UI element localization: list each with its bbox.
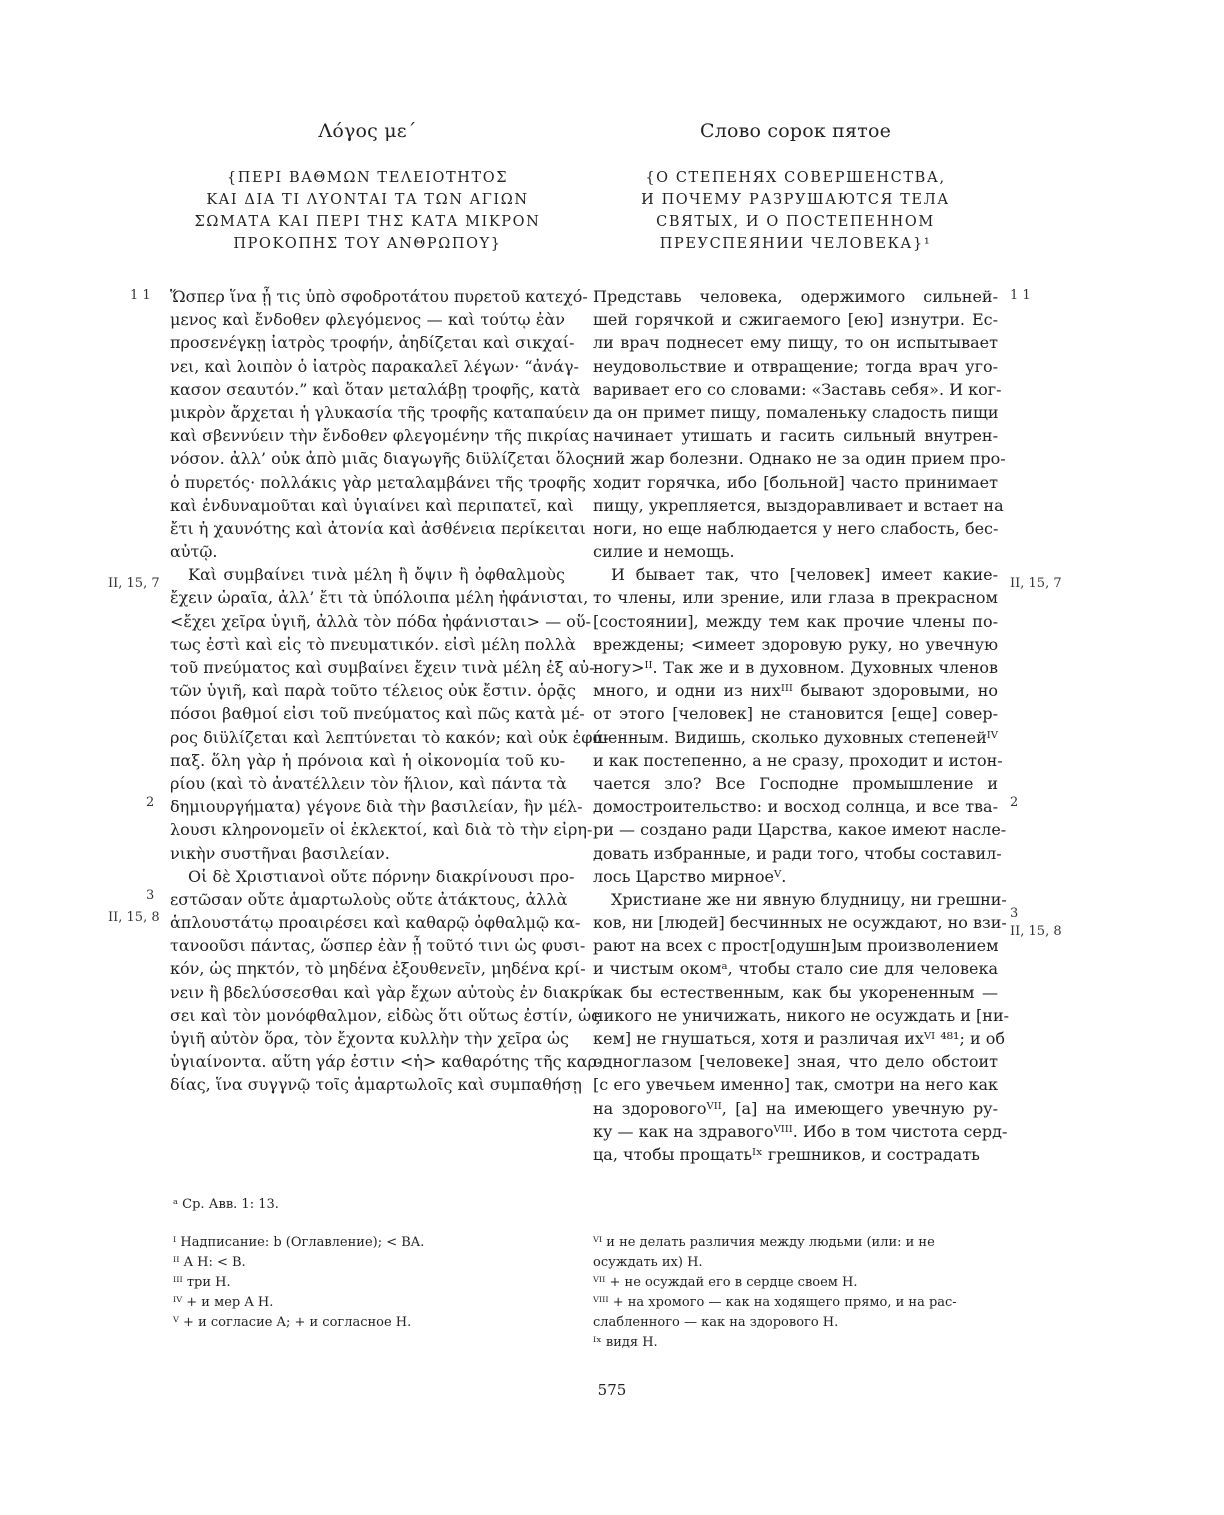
russian-text-line: довать избранные, и ради того, чтобы составил- — [593, 843, 1002, 863]
greek-text-line: <ἔχει χεῖρα ὑγιῆ, ἀλλὰ τὸν πόδα ἠφάνισται> — οὕ- — [170, 611, 591, 631]
greek-text-line: αὐτῷ. — [170, 542, 218, 562]
greek-text-line: νειν ἢ βδελύσσεσθαι καὶ γὰρ ἔχων αὐτοὺς ἐν διακρί- — [170, 982, 601, 1002]
russian-heading: Слово сорок пятое — [699, 120, 892, 142]
greek-subtitle-line: ΠΡΟΚΟΠΗΣ ΤΟΥ ΑΝΘΡΩΠΟΥ} — [233, 236, 502, 252]
russian-text-line: ходит горячка, ибо [больной] часто принимает — [593, 472, 998, 492]
apparatus-note: ᴵ Надписание: b (Оглавление); < BA. — [173, 1235, 425, 1250]
russian-section-marker: 1 1 — [1010, 288, 1031, 303]
russian-subtitle — [593, 167, 998, 255]
russian-margin-reference: II, 15, 8 — [1010, 924, 1062, 939]
russian-text-line: от этого [человек] не становится [еще] совер- — [593, 704, 998, 724]
russian-text-line: неудовольствие и отвращение; тогда врач уго- — [593, 356, 998, 376]
greek-text-line: ὑγιαίνοντα. αὕτη γάρ ἐστιν <ἡ> καθαρότης τῆς καρ- — [170, 1052, 603, 1072]
russian-text-line: да он примет пищу, помаленьку сладость пищи — [593, 402, 999, 422]
russian-text-line: как бы естественным, как бы укорененным — — [593, 982, 998, 1002]
greek-text — [170, 285, 609, 1097]
russian-text-line: лось Царство мирноеⱽ. — [593, 866, 787, 886]
russian-text-line: много, и одни из нихᴵᴵᴵ бывают здоровыми, но — [593, 681, 998, 701]
russian-subtitle-line: ПРЕУСПЕЯНИИ ЧЕЛОВЕКА}¹ — [659, 236, 932, 252]
page-number: 575 — [597, 1381, 627, 1399]
russian-margin-reference: II, 15, 7 — [1010, 576, 1062, 591]
russian-subtitle-line: {О СТЕПЕНЯХ СОВЕРШЕНСТВА, — [645, 170, 946, 186]
apparatus-note: ᴵᴵᴵ три H. — [173, 1275, 231, 1290]
apparatus-note: слабленного — как на здорового H. — [593, 1315, 839, 1330]
apparatus-note: ᴵⱽ + и мер A H. — [173, 1295, 274, 1310]
greek-text-line: ρος διϋλίζεται καὶ λεπτύνεται τὸ κακόν; καὶ οὐκ ἐφά- — [170, 727, 609, 747]
apparatus-note: осуждать их) H. — [593, 1255, 703, 1270]
russian-text-line: одноглазом [человеке] зная, что дело обстоит — [593, 1052, 998, 1072]
greek-subtitle — [170, 167, 565, 255]
greek-text-line: ἁπλουστάτῳ προαιρέσει καὶ καθαρῷ ὀφθαλμῷ κα- — [170, 913, 581, 933]
greek-text-line: κόν, ὡς πηκτόν, τὸ μηδένα ἐξουθενεῖν, μηδένα κρί- — [170, 959, 586, 979]
apparatus-note: ⱽᴵᴵᴵ + на хромого — как на ходящего прямо, и на рас- — [593, 1295, 957, 1310]
russian-text-line: ри — создано ради Царства, какое имеют насле- — [593, 820, 1007, 840]
greek-margin-reference: II, 15, 8 — [108, 910, 160, 925]
greek-text-line: τῶν ὑγιῆ, καὶ παρὰ τοῦτο τέλειος οὐκ ἔστιν. ὁρᾷς — [170, 681, 576, 701]
russian-text — [593, 285, 1010, 1166]
greek-text-line: κασον σεαυτόν.” καὶ ὅταν μεταλάβῃ τροφῆς, κατὰ — [170, 379, 581, 399]
greek-text-line: ὑγιῆ αὐτὸν ὅρα, τὸν ἔχοντα κυλλὴν τὴν χεῖρα ὡς — [170, 1029, 569, 1048]
russian-text-line: ца, чтобы прощатьᴵˣ грешников, и сострадать — [593, 1144, 980, 1164]
russian-text-line: пищу, укрепляется, выздоравливает и встает на — [593, 495, 1004, 515]
russian-text-line: то члены, или зрение, или глаза в прекрасном — [593, 588, 998, 608]
russian-text-line: ку — как на здравогоⱽᴵᴵᴵ. Ибо в том чистота серд- — [593, 1121, 1008, 1141]
greek-text-line: ἔχειν ὡραῖα, ἀλλ’ ἔτι τὰ ὑπόλοιπα μέλη ἠφάνισται, — [170, 588, 589, 608]
russian-text-line: шенным. Видишь, сколько духовных степенейᴵⱽ — [593, 727, 998, 747]
russian-subtitle-line: СВЯТЫХ, И О ПОСТЕПЕННОМ — [656, 214, 935, 230]
russian-text-line: шей горячкой и сжигаемого [ею] изнутри. Ес- — [593, 310, 998, 330]
greek-text-line: νόσον. ἀλλ’ οὐκ ἀπὸ μιᾶς διαγωγῆς διϋλίζεται ὅλος — [170, 449, 594, 469]
greek-text-line: καὶ ἐνδυναμοῦται καὶ ὑγιαίνει καὶ περιπατεῖ, καὶ — [170, 495, 574, 515]
greek-text-line: τανοοῦσι πάντας, ὥσπερ ἐὰν ᾖ τοῦτό τινι ὡς φυσι- — [170, 936, 586, 956]
greek-section-marker: 1 1 — [130, 288, 151, 303]
russian-text-line: и чистым окомᵃ, чтобы стало сие для человека — [593, 959, 998, 979]
russian-text-line: ноги, но еще наблюдается у него слабость, бес- — [593, 518, 999, 538]
russian-text-line: начинает утишать и гасить сильный внутрен- — [593, 426, 998, 446]
russian-text-line: чается зло? Все Господне промышление и — [593, 773, 998, 793]
russian-text-line: на здоровогоⱽᴵᴵ, [а] на имеющего увечную ру- — [593, 1098, 998, 1118]
greek-text-line: προσενέγκῃ ἰατρὸς τροφήν, ἀηδίζεται καὶ σικχαί- — [170, 333, 575, 353]
greek-subtitle-line: ΣΩΜΑΤΑ ΚΑΙ ΠΕΡΙ ΤΗΣ ΚΑΤΑ ΜΙΚΡΟΝ — [194, 214, 541, 230]
greek-text-line: ρίου (καὶ τὸ ἀνατέλλειν τὸν ἥλιον, καὶ πάντα τὰ — [170, 773, 567, 793]
greek-text-line: Οἱ δὲ Χριστιανοὶ οὔτε πόρνην διακρίνουσι προ- — [188, 866, 575, 886]
apparatus-note: ⱽ + и согласие A; + и согласное H. — [173, 1315, 412, 1330]
right-footnotes — [593, 1233, 957, 1353]
greek-text-line: νικὴν συστῆναι βασιλείαν. — [170, 843, 390, 863]
greek-text-line: Καὶ συμβαίνει τινὰ μέλη ἢ ὄψιν ἢ ὀφθαλμοὺς — [188, 565, 565, 585]
russian-text-line: никого не уничижать, никого не осуждать и [ни- — [593, 1005, 1010, 1025]
greek-subtitle-line: ΚΑΙ ΔΙΑ ΤΙ ΛΥΟΝΤΑΙ ΤΑ ΤΩΝ ΑΓΙΩΝ — [206, 192, 529, 208]
russian-text-line: варивает его со словами: «Заставь себя». И ког- — [593, 379, 1002, 399]
russian-text-line: Представь человека, одержимого сильней- — [593, 287, 998, 306]
greek-text-line: ὁ πυρετός· πολλάκις γὰρ μεταλαμβάνει τῆς τροφῆς — [170, 472, 586, 492]
greek-text-line: τοῦ πνεύματος καὶ συμβαίνει ἔχειν τινὰ μέλη ἐξ αὐ- — [170, 658, 595, 677]
biblical-footnote: ᵃ Ср. Авв. 1: 13. — [173, 1197, 279, 1212]
russian-text-line: [состоянии], между тем как прочие члены по- — [593, 611, 998, 631]
greek-text-line: σει καὶ τὸν μονόφθαλμον, εἰδὼς ὅτι οὕτως ἐστίν, ὡς — [170, 1005, 601, 1025]
greek-margin-reference: II, 15, 7 — [108, 576, 160, 591]
greek-text-line: πόσοι βαθμοί εἰσι τοῦ πνεύματος καὶ πῶς κατὰ μέ- — [170, 704, 585, 724]
russian-text-line: Христиане же ни явную блудницу, ни грешни- — [611, 889, 1007, 909]
greek-text-line: δημιουργήματα) γέγονε διὰ τὴν βασιλείαν, ἣν μέλ- — [170, 797, 583, 817]
apparatus-note: ⱽᴵᴵ + не осуждай его в сердце своем H. — [593, 1275, 858, 1290]
apparatus-note: ᴵᴵ A H: < B. — [173, 1255, 246, 1270]
russian-text-line: кем] не гнушаться, хотя и различая ихⱽᴵ ⁴⁸¹; и об — [593, 1029, 1005, 1048]
left-footnotes — [173, 1233, 424, 1333]
russian-text-line: ний жар болезни. Однако не за один прием про- — [593, 449, 1006, 469]
greek-text-line: δίας, ἵνα συγγνῷ τοῖς ἁμαρτωλοῖς καὶ συμπαθήσῃ — [170, 1075, 582, 1095]
russian-text-line: силие и немощь. — [593, 542, 735, 562]
apparatus-note: ᴵˣ видя H. — [593, 1335, 658, 1350]
russian-section-marker: 3 — [1010, 906, 1019, 921]
greek-section-marker: 2 — [146, 795, 155, 810]
russian-text-line: [с его увечьем именно] так, смотри на него как — [593, 1075, 998, 1095]
greek-heading: Λόγος με´ — [318, 120, 417, 142]
russian-text-line: и как постепенно, а не сразу, проходит и истон- — [593, 750, 1003, 770]
russian-text-line: И бывает так, что [человек] имеет какие- — [611, 565, 998, 585]
greek-text-line: ἔτι ἡ χαυνότης καὶ ἀτονία καὶ ἀσθένεια περίκειται — [170, 518, 586, 538]
greek-section-marker: 3 — [146, 888, 155, 903]
greek-text-line: λουσι κληρονομεῖν οἱ ἐκλεκτοί, καὶ διὰ τὸ τὴν εἰρη- — [170, 820, 593, 840]
russian-text-line: ли врач поднесет ему пищу, то он испытывает — [593, 333, 998, 353]
greek-text-line: τως ἐστὶ καὶ εἰς τὸ πνευματικόν. εἰσὶ μέλη πολλὰ — [170, 634, 576, 654]
greek-text-line: Ὥσπερ ἵνα ᾖ τις ὑπὸ σφοδροτάτου πυρετοῦ κατεχό- — [170, 287, 588, 306]
greek-text-line: εστῶσαν οὔτε ἁμαρτωλοὺς οὔτε ἀτάκτους, ἀλλὰ — [170, 889, 568, 909]
russian-text-line: рают на всех с прост[одушн]ым произволением — [593, 936, 999, 956]
greek-text-line: μικρὸν ἄρχεται ἡ γλυκασία τῆς τροφῆς καταπαύειν — [170, 402, 589, 422]
greek-text-line: παξ. ὅλη γὰρ ἡ πρόνοια καὶ ἡ οἰκονομία τοῦ κυ- — [170, 750, 565, 770]
apparatus-note: ⱽᴵ и не делать различия между людьми (или: и не — [593, 1235, 935, 1250]
greek-text-line: καὶ σβεννύειν τὴν ἔνδοθεν φλεγομένην τῆς πικρίας — [170, 426, 590, 446]
greek-text-line: μενος καὶ ἔνδοθεν φλεγόμενος — καὶ τούτῳ ἐὰν — [170, 310, 565, 330]
russian-text-line: вреждены; <имеет здоровую руку, но увечную — [593, 634, 998, 654]
russian-text-line: домостроительство: и восход солнца, и все тва- — [593, 797, 998, 817]
russian-text-line: ногу>ᴵᴵ. Так же и в духовном. Духовных членов — [593, 658, 998, 677]
russian-section-marker: 2 — [1010, 795, 1019, 810]
greek-subtitle-line: {ΠΕΡΙ ΒΑΘΜΩΝ ΤΕΛΕΙΟΤΗΤΟΣ — [226, 170, 509, 186]
russian-subtitle-line: И ПОЧЕМУ РАЗРУШАЮТСЯ ТЕЛА — [641, 192, 950, 208]
russian-text-line: ков, ни [людей] бесчинных не осуждают, но взи- — [593, 913, 1007, 933]
greek-text-line: νει, καὶ λοιπὸν ὁ ἰατρὸς παρακαλεῖ λέγων· “ἀνάγ- — [170, 356, 579, 376]
